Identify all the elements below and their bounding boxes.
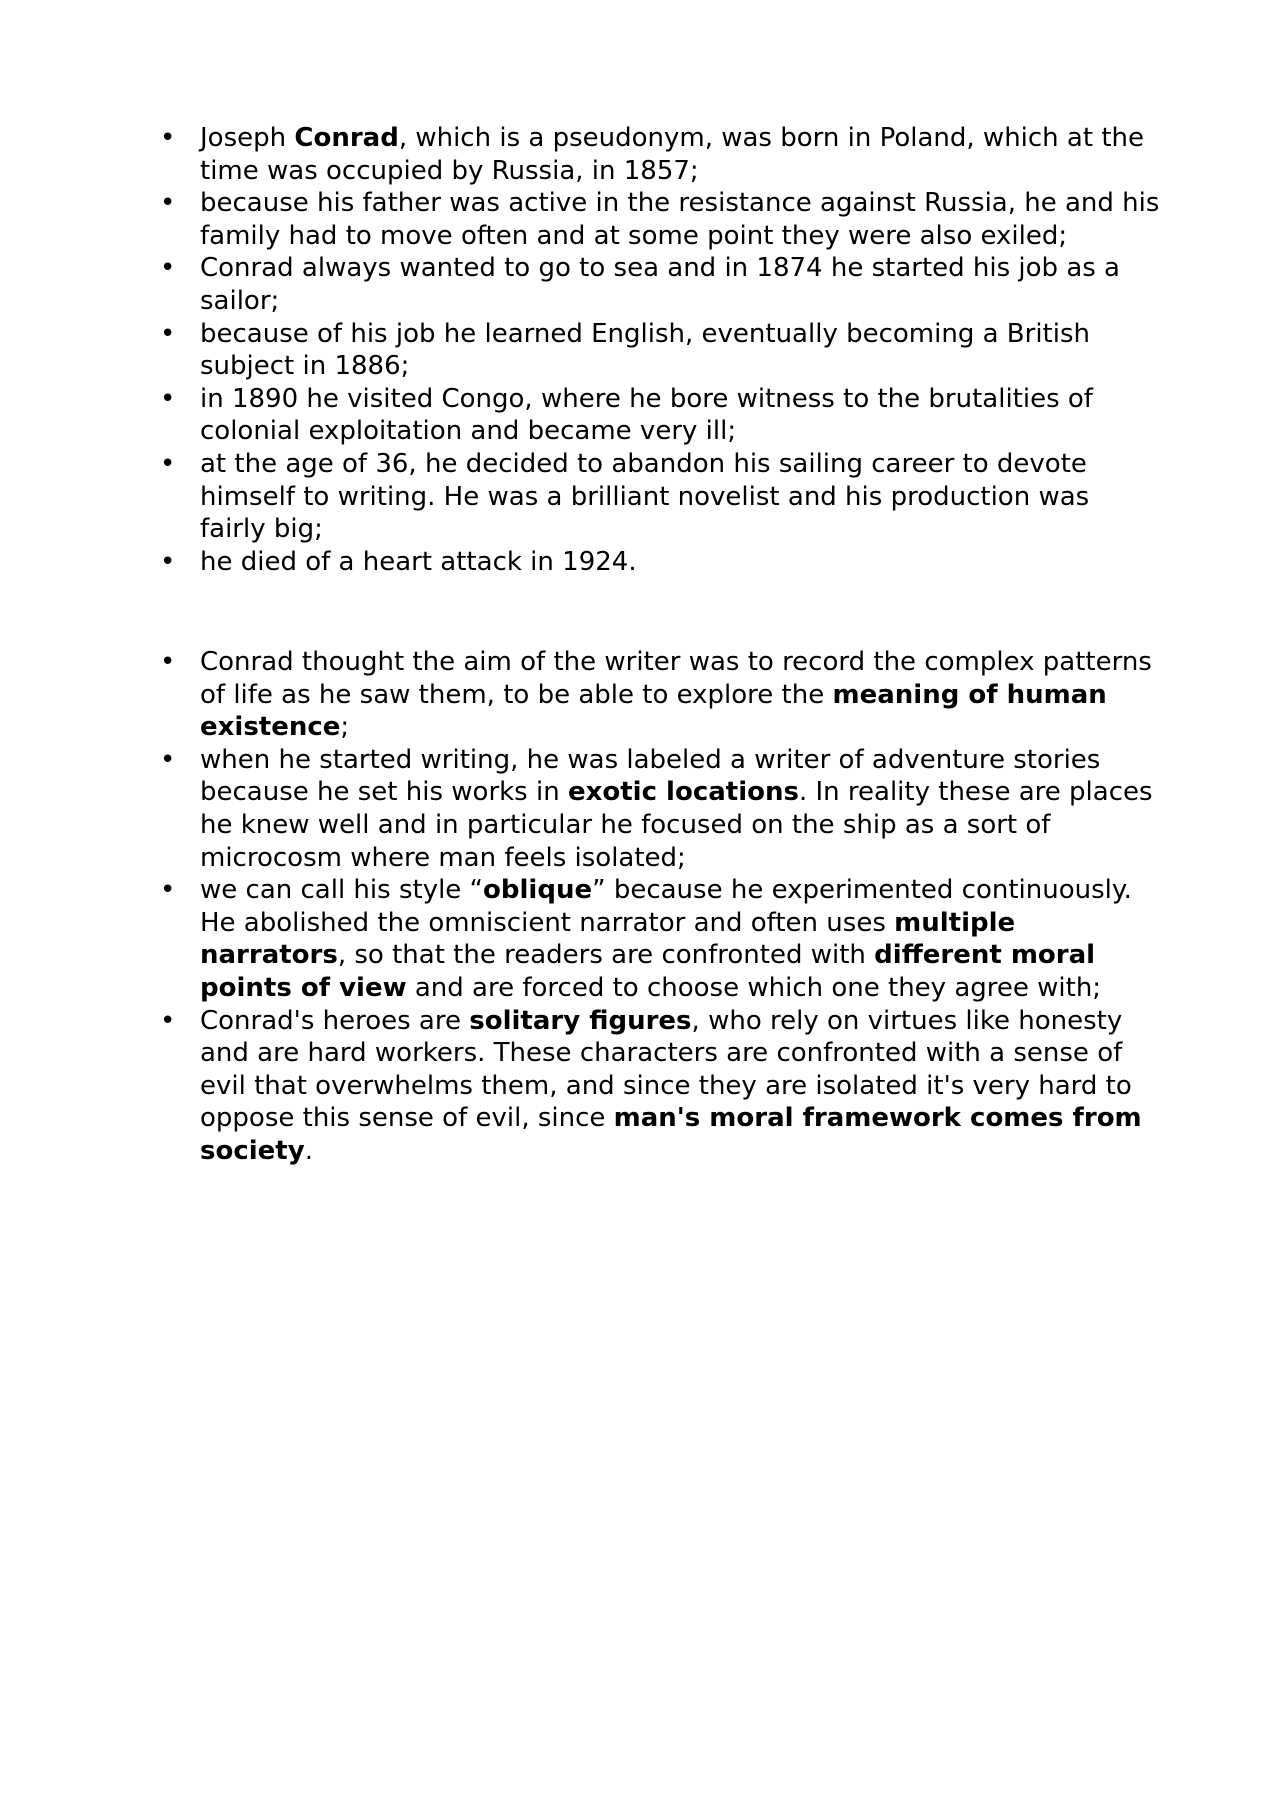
list-item xyxy=(160,1005,1160,1168)
bullet-marker: • xyxy=(160,448,176,479)
text-run: we can call his style “ xyxy=(200,875,484,906)
list-item xyxy=(160,874,1160,1004)
list-item xyxy=(160,383,1160,448)
list-item-text xyxy=(200,875,1132,1003)
bold-text: Conrad xyxy=(294,123,399,153)
text-run: Conrad always wanted to go to sea and in 1874 he started his job as a sailor; xyxy=(200,253,1120,316)
list-item-text xyxy=(200,188,1159,251)
bullet-marker: • xyxy=(160,383,176,414)
text-run: and are forced to choose which one they agree with; xyxy=(406,972,1102,1003)
list-item xyxy=(160,646,1160,744)
list-item xyxy=(160,318,1160,383)
bold-text: solitary figures xyxy=(469,1005,692,1036)
bold-text: meaning of human existence xyxy=(200,679,1107,743)
list-item xyxy=(160,448,1160,546)
text-run: Conrad thought the aim of the writer was to record the complex patterns of life as he saw them, to be able to explore the xyxy=(200,647,1152,710)
bold-text: man's moral framework comes from society xyxy=(200,1103,1142,1166)
list-item xyxy=(160,187,1160,252)
style-themes-bullet-list xyxy=(160,646,1160,1168)
bullet-marker: • xyxy=(160,1005,176,1036)
bullet-marker: • xyxy=(160,546,176,577)
bold-text: oblique xyxy=(483,875,593,906)
list-item-text xyxy=(200,449,1089,544)
text-run: because of his job he learned English, eventually becoming a British subject in 1886; xyxy=(200,318,1090,382)
list-item xyxy=(160,122,1160,187)
bold-text: different moral points of view xyxy=(200,940,1096,1003)
text-run: , which is a pseudonym, was born in Poland, which at the time was occupied by Russia, in 1857; xyxy=(200,123,1144,186)
text-run: . In reality these are places he knew well and in particular he focused on the ship as a sort of microcosm where man feels isolated; xyxy=(200,777,1153,873)
bullet-marker: • xyxy=(160,318,176,349)
list-item-text xyxy=(200,547,637,577)
text-run: because his father was active in the resistance against Russia, he and his family had to move often and at some point they were also exiled; xyxy=(200,188,1160,251)
list-item-text xyxy=(200,123,1144,186)
bullet-marker: • xyxy=(160,253,176,284)
list-item-text xyxy=(200,319,1090,382)
bullet-marker: • xyxy=(160,123,176,153)
text-run: ” because he experimented continuously. He abolished the omniscient narrator and often uses xyxy=(200,875,1132,938)
list-item-text xyxy=(200,384,1093,447)
text-run: when he started writing, he was labeled a writer of adventure stories because he set his works in xyxy=(200,744,1101,808)
text-run: he died of a heart attack in 1924. xyxy=(200,546,637,577)
bullet-marker: • xyxy=(160,188,176,219)
text-run: . xyxy=(304,1135,313,1166)
list-item-text xyxy=(200,253,1120,316)
list-item-text xyxy=(200,745,1153,873)
text-run: ; xyxy=(340,712,350,743)
bullet-marker: • xyxy=(160,875,176,906)
list-item xyxy=(160,744,1160,874)
bullet-marker: • xyxy=(160,744,176,775)
text-run: in 1890 he visited Congo, where he bore witness to the brutalities of colonial exploitation and became very ill; xyxy=(200,383,1093,447)
list-item xyxy=(160,546,1160,579)
list-item xyxy=(160,252,1160,317)
text-run: Conrad's heroes are xyxy=(200,1005,470,1036)
bold-text: multiple narrators xyxy=(200,907,1016,971)
list-item-text xyxy=(200,647,1152,742)
text-run: , who rely on virtues like honesty and are hard workers. These characters are confronted with a sense of evil that overwhelms them, and since they are isolated it's very hard to oppose this sense of evil, since xyxy=(200,1005,1132,1134)
text-run: Joseph xyxy=(200,123,295,153)
text-run: at the age of 36, he decided to abandon his sailing career to devote himself to writing. He was a brilliant novelist and his production was fairly big; xyxy=(200,448,1090,545)
text-run: , so that the readers are confronted with xyxy=(337,940,875,971)
biography-bullet-list xyxy=(160,122,1160,578)
list-item-text xyxy=(200,1006,1142,1166)
bold-text: exotic locations xyxy=(567,777,799,808)
bullet-marker: • xyxy=(160,647,176,677)
